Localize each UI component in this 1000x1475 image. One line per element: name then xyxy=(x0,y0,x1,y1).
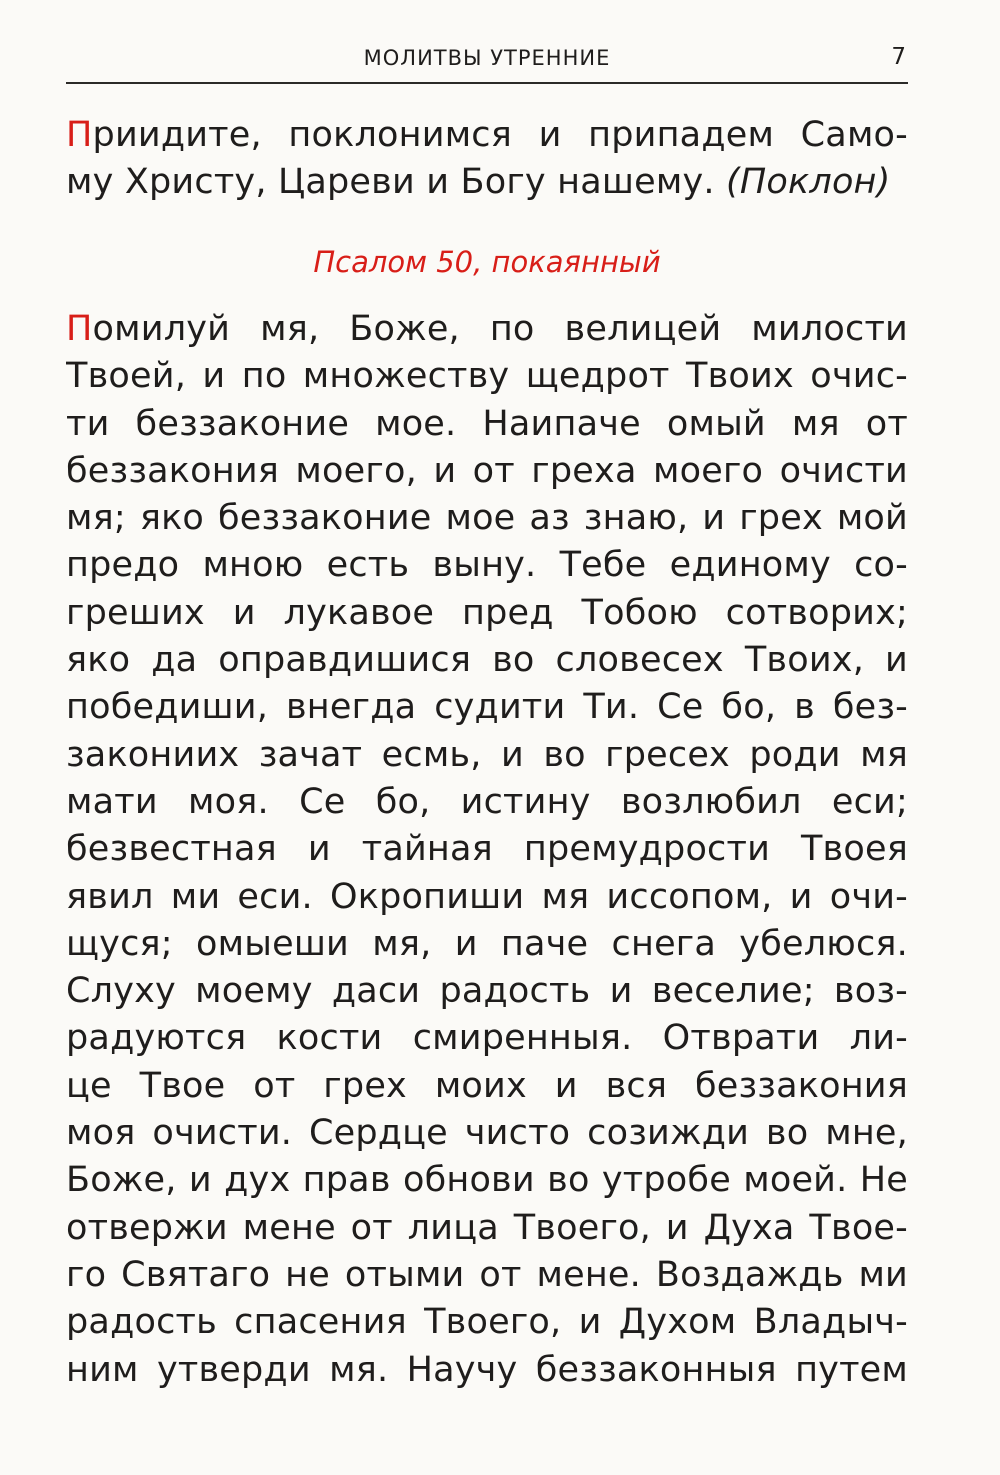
psalm-initial: П xyxy=(66,309,93,349)
header-rule xyxy=(66,82,908,84)
psalm-line: щуся; омыеши мя, и паче снега убелюся. xyxy=(66,923,908,964)
psalm-line: Боже, и дух прав обнови во утробе моей. Не xyxy=(66,1160,908,1201)
psalm-line: закониих зачат есмь, и во гресех роди мя xyxy=(66,734,908,775)
header-title: МОЛИТВЫ УТРЕННИЕ xyxy=(363,46,611,70)
verse-block xyxy=(66,112,908,207)
psalm-line: ним утверди мя. Научу беззаконныя путем xyxy=(66,1349,908,1390)
psalm-line: победиши, внегда судити Ти. Се бо, в без- xyxy=(66,687,908,728)
psalm-line: радуются кости смиренныя. Отврати ли- xyxy=(66,1018,908,1059)
psalm-line: греших и лукавое пред Тобою сотворих; xyxy=(66,592,908,633)
psalm-line: отвержи мене от лица Твоего, и Духа Твое- xyxy=(66,1207,908,1248)
psalm-line: моя очисти. Сердце чисто созижди во мне, xyxy=(66,1113,908,1154)
psalm-line: мя; яко беззаконие мое аз знаю, и грех мой xyxy=(66,498,908,539)
psalm-line-text: омилуй мя, Боже, по велицей милости xyxy=(92,309,908,349)
prostration-note: (Поклон) xyxy=(726,162,891,203)
verse-line-text: му Христу, Цареви и Богу нашему. xyxy=(66,162,715,203)
psalm-line: мати моя. Се бо, истину возлюбил еси; xyxy=(66,781,908,822)
psalm-line: го Святаго не отыми от мене. Воздаждь ми xyxy=(66,1254,908,1295)
psalm-line: беззакония моего, и от греха моего очисти xyxy=(66,450,908,491)
psalm-heading: Псалом 50, покаянный xyxy=(313,245,661,279)
psalm-line: безвестная и тайная премудрости Твоея xyxy=(66,829,908,870)
verse-initial: П xyxy=(66,115,93,155)
page-number: 7 xyxy=(891,44,906,70)
verse-line xyxy=(66,112,908,159)
psalm-line: предо мною есть выну. Тебе единому со- xyxy=(66,545,908,586)
psalm-line: явил ми еси. Окропиши мя иссопом, и очи- xyxy=(66,876,908,917)
verse-line xyxy=(66,159,908,206)
verse-line-text: риидите, поклонимся и припадем Само- xyxy=(92,115,908,155)
running-header xyxy=(66,38,908,82)
psalm-line: яко да оправдишися во словесех Твоих, и xyxy=(66,640,908,681)
psalm-line: це Твое от грех моих и вся беззакония xyxy=(66,1065,908,1106)
psalm-line: ти беззаконие мое. Наипаче омый мя от xyxy=(66,403,908,444)
psalm-line: Твоей, и по множеству щедрот Твоих очис- xyxy=(66,356,908,397)
psalm-line xyxy=(66,306,908,353)
psalm-line: радость спасения Твоего, и Духом Владыч- xyxy=(66,1302,908,1343)
psalm-text xyxy=(66,306,908,1394)
psalm-line: Слуху моему даси радость и веселие; воз- xyxy=(66,971,908,1012)
